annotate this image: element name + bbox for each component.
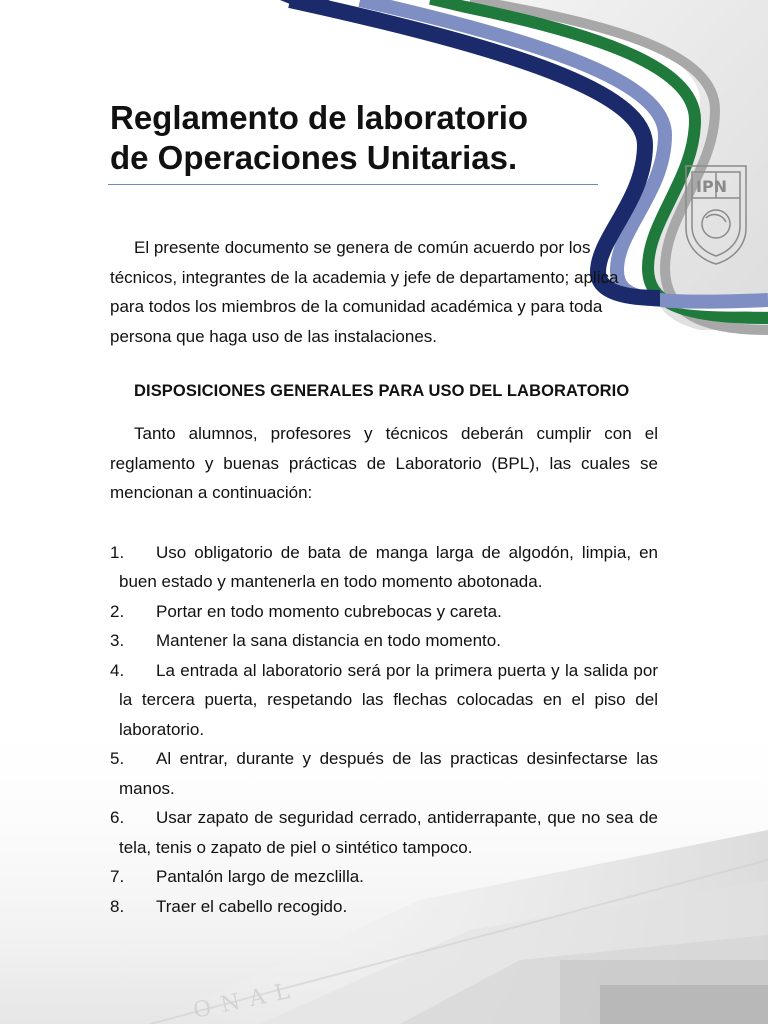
title-underline	[108, 184, 598, 185]
list-item-text: Usar zapato de seguridad cerrado, antiderrapante, que no sea de tela, tenis o zapato de piel o sintético tampoco.	[119, 808, 658, 857]
section-intro-paragraph: Tanto alumnos, profesores y técnicos deberán cumplir con el reglamento y buenas prácticas de Laboratorio (BPL), las cuales se mencionan a continuación:	[110, 423, 658, 503]
list-item-number: 2.	[110, 601, 125, 621]
list-item	[110, 538, 658, 597]
list-item	[110, 656, 658, 745]
section-heading: DISPOSICIONES GENERALES PARA USO DEL LABORATORIO	[134, 381, 630, 400]
ipn-emblem-icon	[680, 158, 752, 268]
list-item-text: Portar en todo momento cubrebocas y careta.	[156, 601, 502, 621]
document-title	[110, 98, 658, 178]
svg-text:IPN: IPN	[696, 177, 728, 196]
list-item-number: 7.	[110, 867, 125, 887]
title-line-2: de Operaciones Unitarias.	[110, 139, 518, 176]
rules-list	[110, 538, 658, 922]
list-item	[110, 803, 658, 862]
list-item-text: Uso obligatorio de bata de manga larga de algodón, limpia, en buen estado y mantenerla en todo momento abotonada.	[119, 542, 658, 592]
list-item-text: Al entrar, durante y después de las practicas desinfectarse las manos.	[119, 749, 658, 798]
list-item	[110, 597, 658, 627]
list-item	[110, 862, 658, 892]
list-item-text: Pantalón largo de mezclilla.	[156, 867, 364, 887]
list-item	[110, 892, 658, 922]
list-item-number: 8.	[110, 896, 125, 916]
list-item-number: 4.	[110, 660, 125, 680]
intro-paragraph: El presente documento se genera de común acuerdo por los técnicos, integrantes de la academia y jefe de departamento; aplica para todos los miembros de la comunidad académica y para toda persona que haga uso de las instalaciones.	[110, 238, 619, 347]
list-item-text: La entrada al laboratorio será por la primera puerta y la salida por la tercera puerta, respetando las flechas colocadas en el piso del laboratorio.	[119, 660, 658, 739]
list-item-number: 6.	[110, 808, 125, 828]
list-item-text: Mantener la sana distancia en todo momento.	[156, 631, 501, 651]
list-item-number: 1.	[110, 542, 125, 562]
list-item-text: Traer el cabello recogido.	[156, 896, 348, 916]
list-item-number: 5.	[110, 749, 125, 769]
svg-text:ONAL: ONAL	[191, 977, 302, 1024]
list-item	[110, 626, 658, 656]
list-item-number: 3.	[110, 631, 125, 651]
list-item	[110, 744, 658, 803]
document-body	[110, 98, 658, 921]
title-line-1: Reglamento de laboratorio	[110, 99, 529, 136]
